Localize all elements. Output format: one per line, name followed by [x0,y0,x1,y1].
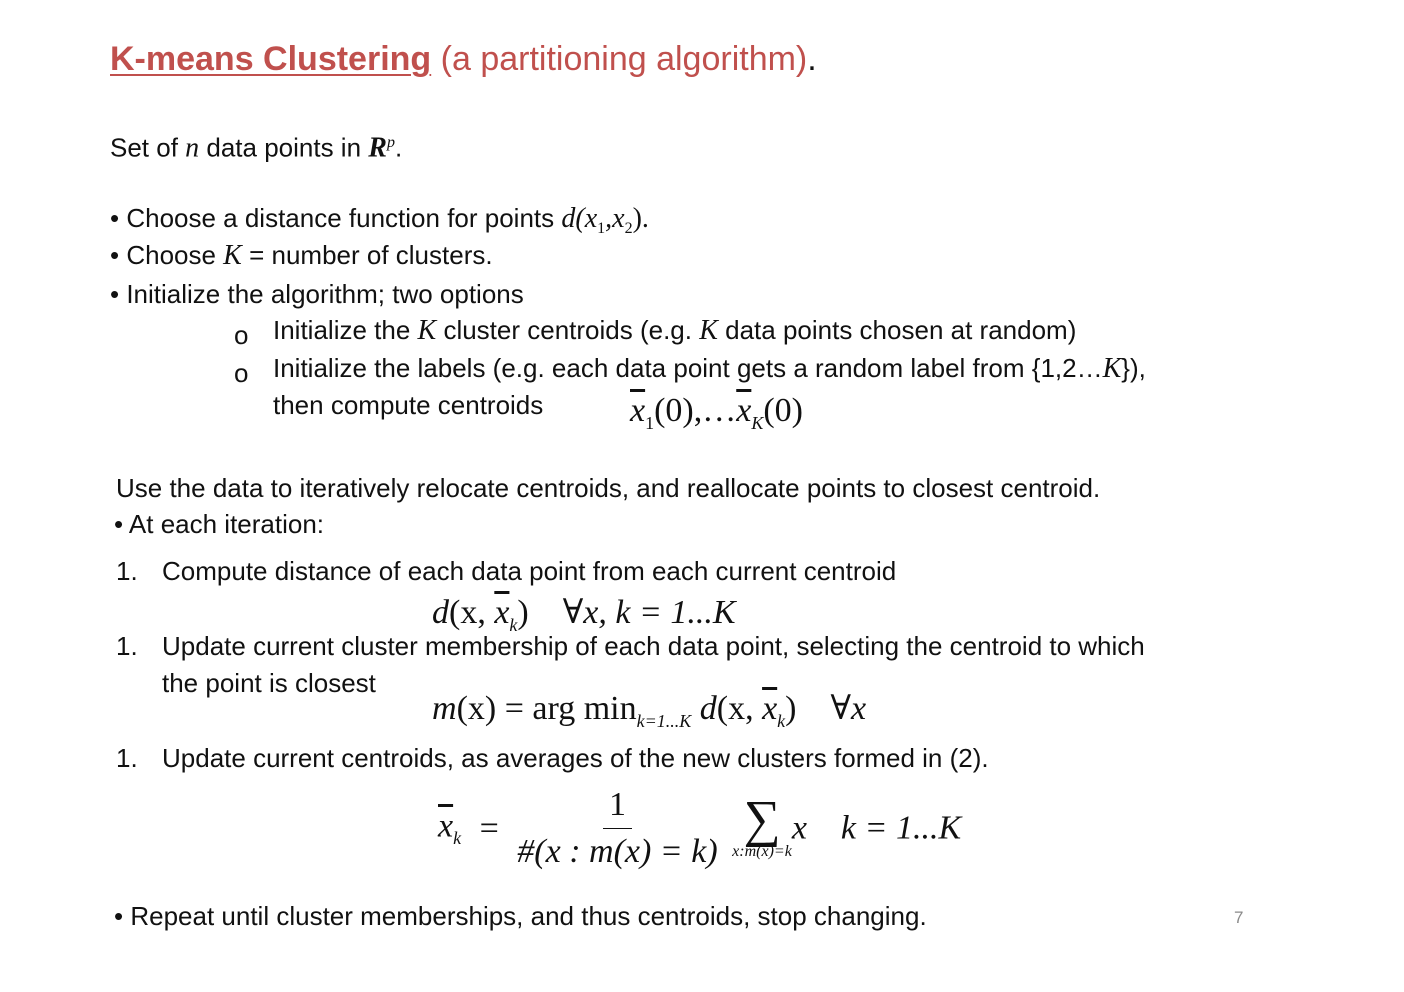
bullet-k-symbol: K [223,240,242,271]
eq-init-x1: $\overline{x}$ [630,392,646,429]
option-centroids-text-a: Initialize the [273,315,418,345]
repeat-bullet [114,901,927,931]
intro-text-c: . [394,132,403,163]
bullet-dot: • [114,509,124,539]
eq-init-mid: (0),… [654,392,737,429]
bullet-distance-end: ). [632,203,649,234]
eq-initial-centroids [630,392,803,434]
eq-cent-xbar: $\overline{x}$ [438,807,454,845]
eq-init-end: (0) [763,392,804,429]
iterate-bullet [114,509,324,539]
eq-dist-close: ) [517,594,529,631]
bullet-distance [110,203,649,244]
eq-centroid-update [438,786,961,871]
eq-assign-m: m [432,690,457,727]
at-each-text: At each iteration: [128,509,325,539]
eq-init-xk: $\overline{x}$ [736,392,752,429]
intro-line [110,128,402,164]
title-main: K-means Clustering [110,40,432,78]
option-centroids [273,315,1076,346]
option-labels-k: K [1102,353,1122,384]
intro-r: R [368,132,387,164]
slide-title [110,40,817,79]
option-centroids-k2: K [699,315,718,346]
title-subtitle: (a partitioning algorithm) [440,40,808,78]
bullet-k [110,240,493,271]
bullet-distance-sub2: 2 [624,220,633,238]
eq-cent-numerator: 1 [603,786,632,829]
intro-n: n [185,132,200,164]
repeat-text: Repeat until cluster memberships, and thus centroids, stop changing. [130,901,927,931]
eq-assign-subk: k [777,710,786,731]
eq-cent-sum-limit: x:m(x)=k [732,842,792,860]
eq-cent-sum [732,790,792,861]
option-labels-line2: then compute centroids [273,390,544,420]
bullet-distance-text: • Choose a distance function for points [110,203,562,233]
eq-dist-xbar: $\overline{x}$ [494,594,510,631]
step1-text: Compute distance of each data point from each current centroid [162,556,897,586]
option-centroids-text-b: cluster centroids (e.g. [436,315,700,345]
eq-assign-open: (x, [716,690,763,727]
eq-assign-forall: ∀x [830,690,867,727]
step2-text-line2: the point is closest [162,668,376,698]
bullet-k-text-a: • Choose [110,240,224,270]
step3-text: Update current centroids, as averages of the new clusters formed in (2). [162,743,989,773]
eq-assign-close: ) [785,690,797,727]
eq-cent-fraction [517,786,717,871]
option-labels-text-a: Initialize the labels (e.g. each data point gets a random label from {1,2… [273,353,1103,383]
bullet-distance-expr: d(x [561,203,598,234]
eq-cent-range: k = 1...K [840,809,962,847]
eq-dist-d: d [432,594,449,631]
eq-init-sub1: 1 [645,412,655,433]
eq-assign-argmin: arg min [532,690,637,727]
option-labels-text-b: }), [1121,353,1146,383]
step3-number: 1. [116,743,138,773]
eq-assign-sub: k=1...K [636,710,692,731]
option-centroids-k1: K [417,315,437,346]
eq-dist-open: (x, [449,594,495,631]
bullet-initialize: • Initialize the algorithm; two options [110,279,524,309]
eq-dist-sub: k [509,614,518,635]
eq-assignment [432,688,866,732]
eq-cent-denominator: #(x : m(x) = k) [517,833,718,870]
option-marker-1: o [234,320,249,350]
eq-cent-subk: k [453,828,462,849]
intro-text-a: Set of [110,132,186,163]
sigma-icon: ∑ [743,790,781,848]
intro-p: p [386,134,395,151]
intro-text-b: data points in [199,132,369,163]
step2-text: Update current cluster membership of each data point, selecting the centroid to which [162,631,1145,661]
eq-init-subk: K [751,412,764,433]
eq-cent-equals: = [479,809,499,847]
option-marker-2: o [234,358,249,388]
step1-number: 1. [116,556,138,586]
eq-cent-summand: x [791,809,807,847]
eq-assign-d: d [691,690,717,727]
bullet-distance-sub1: 1 [597,220,606,238]
bullet-distance-mid: ,x [605,203,625,234]
page-number: 7 [1234,908,1244,927]
eq-dist-forall: ∀x, k = 1...K [562,594,736,631]
eq-assign-xbar: $\overline{x}$ [762,690,778,727]
iterate-line: Use the data to iteratively relocate centroids, and reallocate points to closest centroid. [116,473,1101,503]
title-period: . [807,40,817,78]
option-centroids-text-c: data points chosen at random) [717,315,1077,345]
option-labels [273,353,1146,384]
eq-distance [432,592,736,636]
step2-number: 1. [116,631,138,661]
bullet-dot: • [114,901,124,931]
eq-assign-lhs: (x) = [456,690,533,727]
bullet-k-text-b: = number of clusters. [241,240,493,270]
